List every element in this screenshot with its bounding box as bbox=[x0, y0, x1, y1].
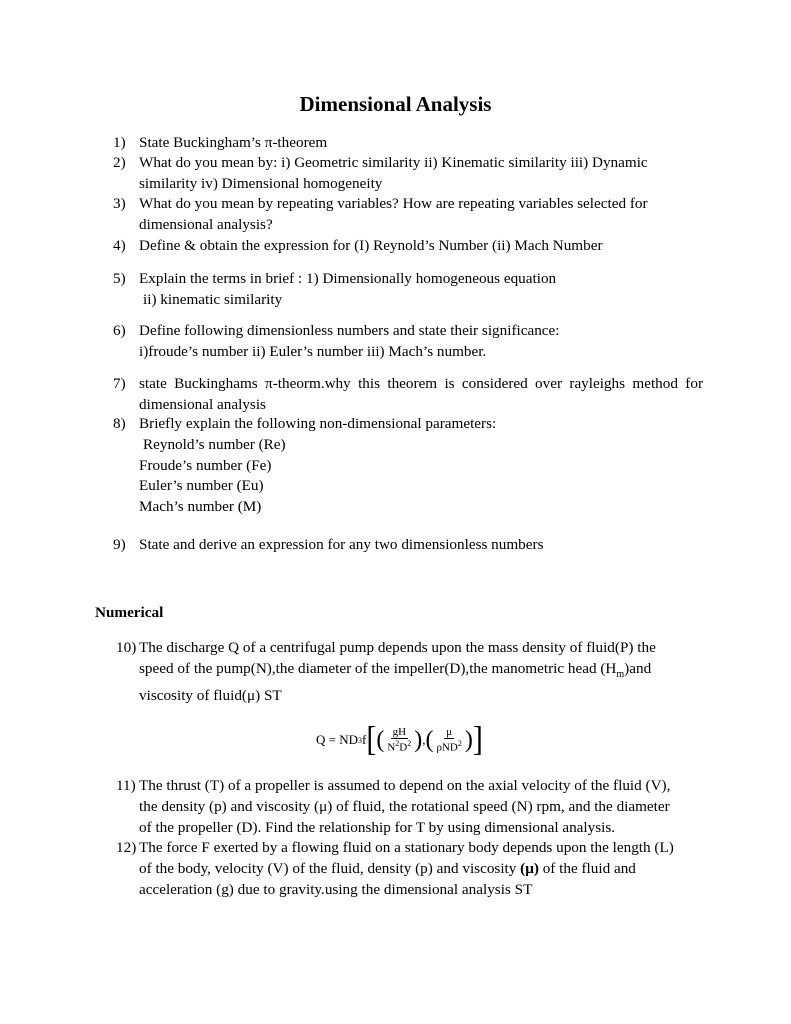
question-text: Define following dimensionless numbers and state their significance: bbox=[139, 322, 560, 339]
question-text: What do you mean by repeating variables? How are repeating variables selected for bbox=[139, 195, 648, 212]
question-text: of the body, velocity (V) of the fluid, density (p) and viscosity bbox=[139, 859, 521, 877]
formula-bracket-close: ] bbox=[472, 720, 483, 759]
fraction-denominator: $N^2D^2$ bbox=[387, 739, 412, 754]
question-11 bbox=[116, 776, 706, 838]
question-number: 9) bbox=[113, 536, 126, 553]
question-number: 11) bbox=[116, 777, 136, 794]
question-text: ii) kinematic similarity bbox=[143, 290, 283, 308]
question-text: )and bbox=[624, 659, 652, 677]
fraction-numerator: gH bbox=[392, 726, 407, 739]
question-number: 8) bbox=[113, 415, 126, 432]
question-text: of the fluid and bbox=[542, 859, 636, 877]
question-number: 6) bbox=[113, 322, 126, 339]
question-number: 3) bbox=[113, 195, 126, 212]
formula-function: f bbox=[362, 732, 367, 747]
question-5 bbox=[113, 269, 703, 311]
formula-lhs: Q = ND bbox=[316, 732, 358, 747]
question-12 bbox=[116, 838, 706, 900]
fraction-denominator: ρND$^2$ bbox=[436, 739, 462, 754]
question-text: state Buckinghams π-theorm.why this theorem is considered over rayleighs method for bbox=[139, 375, 703, 392]
question-number: 7) bbox=[113, 375, 126, 392]
question-3 bbox=[113, 194, 703, 236]
question-9 bbox=[113, 535, 703, 556]
question-7 bbox=[113, 374, 703, 416]
parameter-item: Mach’s number (M) bbox=[139, 498, 262, 516]
question-text: viscosity of fluid(μ) ST bbox=[139, 686, 282, 704]
question-6 bbox=[113, 321, 703, 363]
question-number: 1) bbox=[113, 134, 126, 151]
question-number: 10) bbox=[116, 639, 137, 656]
question-text: i)froude’s number ii) Euler’s number iii) Mach’s number. bbox=[139, 342, 487, 360]
paren-open-icon: ( bbox=[425, 727, 434, 753]
comma-icon: , bbox=[422, 732, 426, 747]
formula-bracket-open: [ bbox=[366, 720, 377, 759]
question-text-line bbox=[139, 659, 706, 686]
question-number: 5) bbox=[113, 270, 126, 287]
question-text: dimensional analysis bbox=[139, 395, 266, 413]
question-8 bbox=[113, 414, 703, 518]
formula-fraction-2 bbox=[435, 726, 464, 754]
parameter-item: Reynold’s number (Re) bbox=[143, 435, 286, 453]
formula-fraction-1 bbox=[385, 726, 413, 754]
question-text: Explain the terms in brief : 1) Dimensionally homogeneous equation bbox=[139, 270, 557, 287]
question-text: What do you mean by: i) Geometric similarity ii) Kinematic similarity iii) Dynamic bbox=[139, 154, 648, 171]
question-text: State and derive an expression for any two dimensionless numbers bbox=[139, 536, 544, 553]
question-text-line bbox=[139, 859, 706, 880]
page-title: Dimensional Analysis bbox=[299, 92, 492, 116]
formula-exponent: 3 bbox=[358, 735, 362, 745]
question-text: The force F exerted by a flowing fluid on a stationary body depends upon the length (L) bbox=[139, 839, 674, 856]
question-text: State Buckingham’s π-theorem bbox=[139, 134, 328, 151]
question-text: speed of the pump(N),the diameter of the impeller(D),the manometric head (H bbox=[139, 659, 617, 677]
question-text: Define & obtain the expression for (I) Reynold’s Number (ii) Mach Number bbox=[139, 237, 603, 254]
question-10 bbox=[116, 638, 706, 706]
question-text: of the propeller (D). Find the relationship for T by using dimensional analysis. bbox=[139, 818, 616, 836]
bold-symbol: (μ) bbox=[520, 859, 539, 877]
question-2 bbox=[113, 153, 703, 195]
section-heading-numerical: Numerical bbox=[95, 604, 164, 621]
question-text: dimensional analysis? bbox=[139, 215, 273, 233]
fraction-numerator: μ bbox=[446, 726, 453, 739]
formula bbox=[316, 722, 486, 758]
question-number: 4) bbox=[113, 237, 126, 254]
parameter-item: Euler’s number (Eu) bbox=[139, 477, 264, 495]
question-4 bbox=[113, 236, 703, 257]
question-text: similarity iv) Dimensional homogeneity bbox=[139, 174, 383, 192]
question-text: acceleration (g) due to gravity.using the dimensional analysis ST bbox=[139, 880, 533, 898]
question-text: The thrust (T) of a propeller is assumed to depend on the axial velocity of the fluid (V), bbox=[139, 777, 671, 794]
question-1 bbox=[113, 133, 703, 154]
question-number: 12) bbox=[116, 839, 137, 856]
question-text: The discharge Q of a centrifugal pump depends upon the mass density of fluid(P) the bbox=[139, 639, 656, 656]
question-number: 2) bbox=[113, 154, 126, 171]
paren-open-icon: ( bbox=[376, 727, 385, 753]
paren-close-icon: ) bbox=[414, 727, 423, 753]
paren-close-icon: ) bbox=[464, 727, 473, 753]
parameter-item: Froude’s number (Fe) bbox=[139, 456, 272, 474]
question-text: Briefly explain the following non-dimensional parameters: bbox=[139, 415, 497, 432]
subscript: m bbox=[616, 668, 625, 680]
question-text: the density (p) and viscosity (μ) of fluid, the rotational speed (N) rpm, and the diameter bbox=[139, 797, 670, 815]
